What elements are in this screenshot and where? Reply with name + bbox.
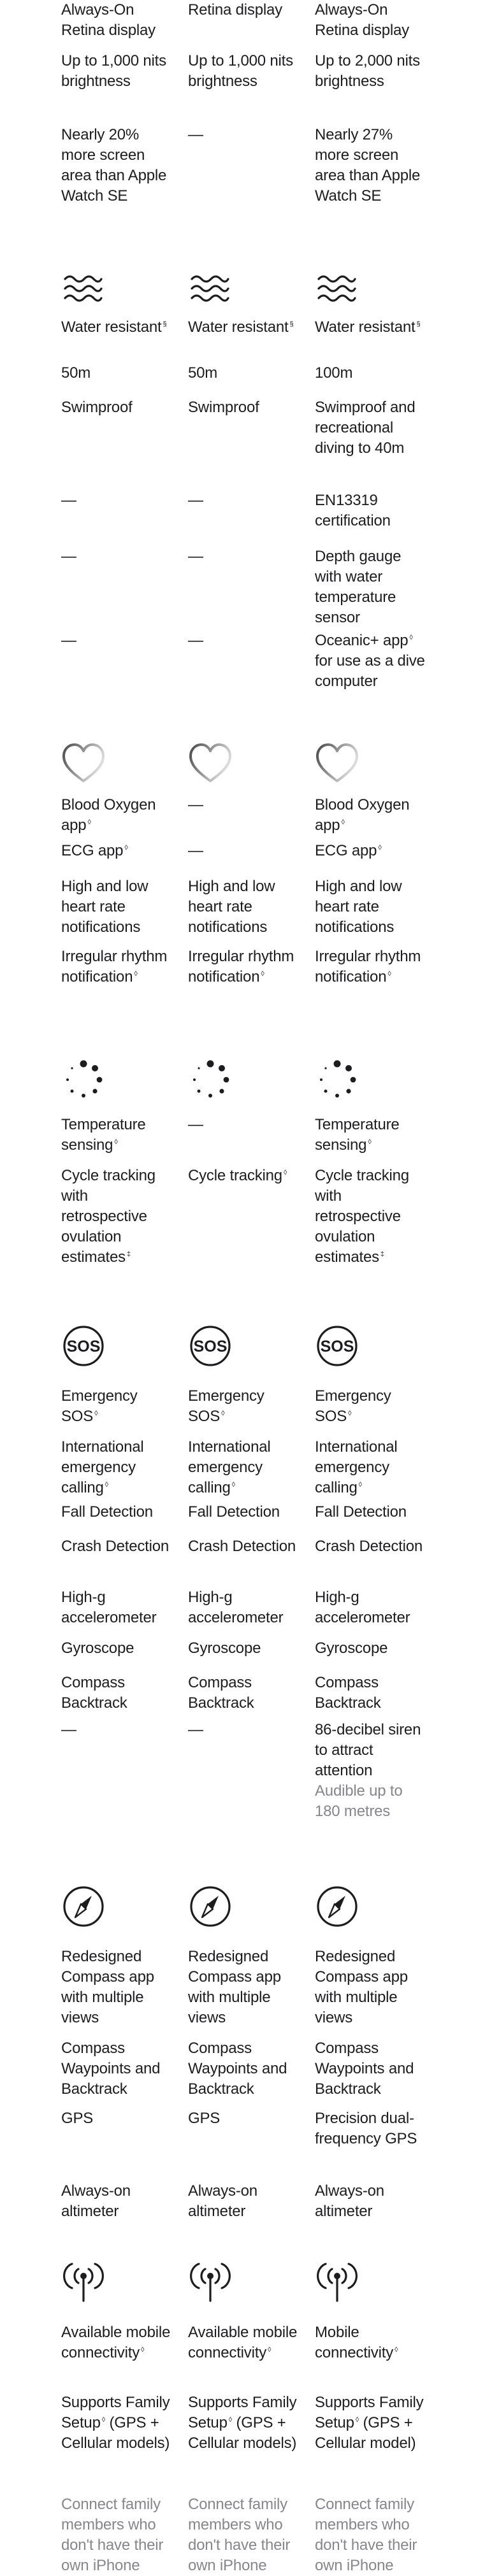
spec-text: Supports Family Setup [315, 2394, 424, 2431]
footnote-marker: ◊ [358, 1481, 362, 1489]
spec-text-continued: (GPS + Cellular models) [188, 2414, 297, 2452]
spec-item [61, 2322, 176, 2363]
spec-text: Up to 2,000 nits brightness [315, 52, 420, 90]
spec-item [315, 490, 430, 531]
footnote-marker: ◊ [348, 1410, 352, 1417]
heart-icon [188, 741, 233, 786]
spec-text: 100m [315, 364, 353, 382]
spec-text: High-g accelerometer [315, 1589, 410, 1626]
spec-text: 86-decibel siren to attract attention [315, 1721, 421, 1779]
spec-item [315, 1673, 430, 1714]
spec-text: Cycle tracking with retrospective ovulation estimates [61, 1167, 156, 1266]
spec-item [315, 0, 430, 41]
spec-item [61, 1720, 176, 1740]
footnote-marker: ◊ [378, 844, 382, 852]
spec-text: Water resistant [188, 318, 289, 336]
sos-icon [188, 1324, 233, 1368]
spec-text: Gyroscope [188, 1640, 261, 1657]
spec-text: Always-on altimeter [315, 2182, 384, 2220]
spec-item [188, 125, 303, 145]
footnote-marker: § [163, 320, 167, 328]
spec-item [188, 2393, 303, 2454]
spec-item [188, 1587, 303, 1628]
spec-item [188, 2038, 303, 2100]
spec-text: Swimproof [61, 399, 133, 416]
spec-text: Depth gauge with water temperature sensor [315, 548, 402, 626]
temperature-icon [188, 1057, 233, 1102]
spec-item [188, 363, 303, 383]
spec-item [188, 1502, 303, 1522]
spec-text: Compass Backtrack [61, 1674, 127, 1712]
antenna-icon [315, 2260, 359, 2305]
spec-item [61, 1638, 176, 1659]
spec-text: Fall Detection [61, 1503, 153, 1521]
spec-item [61, 1587, 176, 1628]
footnote-marker: ◊ [395, 2346, 398, 2354]
spec-text: ECG app [315, 842, 377, 859]
sos-icon [61, 1324, 106, 1368]
spec-text: Gyroscope [315, 1640, 388, 1657]
footnote-marker: ◊ [94, 1410, 98, 1417]
spec-item [61, 631, 176, 651]
footnote-marker: § [416, 320, 421, 328]
spec-item [61, 1166, 176, 1268]
spec-text: Redesigned Compass app with multiple views [61, 1948, 154, 2026]
spec-item [188, 2322, 303, 2363]
spec-subtext: Audible up to 180 metres [315, 1782, 403, 1820]
footnote-marker: ◊ [101, 2416, 105, 2424]
spec-item [315, 1536, 430, 1557]
spec-text: Water resistant [61, 318, 162, 336]
spec-text: Mobile connectivity [315, 2324, 393, 2361]
spec-item [315, 397, 430, 459]
spec-text: — [188, 548, 203, 565]
spec-text: Always-On Retina display [61, 1, 156, 39]
spec-item [188, 51, 303, 92]
spec-item [61, 877, 176, 938]
spec-item [188, 1947, 303, 2028]
spec-text: Compass Waypoints and Backtrack [61, 2040, 161, 2098]
spec-text: — [188, 1116, 203, 1133]
spec-item [188, 1115, 303, 1135]
spec-item [315, 947, 430, 987]
spec-text-continued: (GPS + Cellular model) [315, 2414, 416, 2452]
spec-item [188, 877, 303, 938]
spec-item [188, 1386, 303, 1427]
temperature-icon [61, 1057, 106, 1102]
spec-text: Cycle tracking with retrospective ovulation estimates [315, 1167, 409, 1266]
spec-text: EN13319 certification [315, 492, 391, 529]
spec-item [315, 317, 430, 338]
spec-item [315, 1502, 430, 1522]
spec-text: Nearly 20% more screen area than Apple Watch SE [61, 126, 167, 204]
sos-label: SOS [193, 1338, 228, 1356]
spec-text: Cycle tracking [188, 1167, 282, 1184]
spec-text: Connect family members who don't have their own iPhone [315, 2496, 417, 2574]
spec-item [61, 125, 176, 206]
spec-item [61, 1386, 176, 1427]
spec-text: 50m [188, 364, 218, 382]
spec-text: Irregular rhythm notification [188, 948, 294, 985]
spec-item [315, 631, 430, 692]
spec-text: Temperature sensing [61, 1116, 146, 1154]
spec-text: Supports Family Setup [188, 2394, 297, 2431]
spec-text-continued: (GPS + Cellular models) [61, 2414, 170, 2452]
spec-text: — [188, 796, 203, 813]
spec-item [315, 125, 430, 206]
heart-icon [315, 741, 359, 786]
spec-text: Emergency SOS [188, 1387, 264, 1425]
spec-text: — [61, 492, 76, 509]
footnote-marker: ◊ [368, 1138, 372, 1146]
spec-item [188, 795, 303, 815]
spec-item [61, 1437, 176, 1498]
spec-item [188, 1673, 303, 1714]
spec-item [315, 1720, 430, 1822]
spec-text: Available mobile connectivity [188, 2324, 298, 2361]
spec-text: Nearly 27% more screen area than Apple Watch SE [315, 126, 421, 204]
spec-item [315, 841, 430, 861]
spec-item [315, 1638, 430, 1659]
water-icon [315, 268, 359, 312]
spec-text: — [61, 548, 76, 565]
spec-text: — [188, 492, 203, 509]
spec-item [315, 1437, 430, 1498]
spec-item [188, 397, 303, 418]
spec-text: Swimproof [188, 399, 259, 416]
spec-item [315, 795, 430, 836]
compass-icon [315, 1884, 359, 1929]
sos-label: SOS [66, 1338, 101, 1356]
footnote-marker: ◊ [228, 2416, 232, 2424]
spec-text: Connect family members who don't have their own iPhone [188, 2496, 291, 2574]
spec-text: Compass Backtrack [315, 1674, 381, 1712]
footnote-marker: ◊ [231, 1481, 235, 1489]
spec-item [315, 547, 430, 628]
spec-text: High-g accelerometer [188, 1589, 284, 1626]
spec-text: High and low heart rate notifications [61, 878, 148, 936]
spec-item [61, 795, 176, 836]
spec-text: — [188, 632, 203, 649]
spec-item [61, 317, 176, 338]
spec-text: Gyroscope [61, 1640, 134, 1657]
spec-text: Always-on altimeter [188, 2182, 257, 2220]
spec-item [61, 51, 176, 92]
spec-item [188, 2181, 303, 2222]
spec-text: ECG app [61, 842, 124, 859]
spec-text: — [188, 126, 203, 143]
spec-item [188, 490, 303, 511]
footnote-marker: ◊ [409, 634, 413, 641]
spec-item [315, 1587, 430, 1628]
spec-text: Up to 1,000 nits brightness [188, 52, 293, 90]
antenna-icon [61, 2260, 106, 2305]
spec-text: Crash Detection [61, 1538, 170, 1555]
spec-text: Swimproof and recreational diving to 40m [315, 399, 416, 457]
spec-text: Supports Family Setup [61, 2394, 170, 2431]
heart-icon [61, 741, 106, 786]
spec-item [61, 1115, 176, 1156]
spec-text: — [61, 1721, 76, 1738]
spec-text: Always-on altimeter [61, 2182, 131, 2220]
spec-text: — [188, 1721, 203, 1738]
spec-text: Water resistant [315, 318, 416, 336]
spec-text: — [61, 632, 76, 649]
spec-item [188, 2108, 303, 2129]
spec-text: GPS [188, 2110, 221, 2127]
spec-item [315, 2393, 430, 2454]
spec-item [188, 317, 303, 338]
spec-item [188, 631, 303, 651]
spec-item [188, 841, 303, 861]
footnote-marker: ◊ [355, 2416, 359, 2424]
spec-text: Connect family members who don't have their own iPhone [61, 2496, 164, 2574]
footnote-marker: ◊ [105, 1481, 108, 1489]
footnote-marker: ◊ [261, 970, 264, 978]
spec-text: Fall Detection [188, 1503, 280, 1521]
spec-item [61, 1536, 176, 1557]
spec-item [315, 2038, 430, 2100]
spec-text: High-g accelerometer [61, 1589, 157, 1626]
spec-item [315, 2494, 430, 2576]
spec-text: Redesigned Compass app with multiple views [315, 1948, 408, 2026]
spec-item [61, 547, 176, 567]
spec-item [315, 2181, 430, 2222]
spec-text: Emergency SOS [315, 1387, 391, 1425]
spec-item [61, 0, 176, 41]
spec-text: Available mobile connectivity [61, 2324, 171, 2361]
spec-item [315, 877, 430, 938]
footnote-marker: ◊ [341, 819, 345, 826]
spec-text-continued: for use as a dive computer [315, 652, 425, 690]
spec-text: Compass Waypoints and Backtrack [188, 2040, 287, 2098]
sos-label: SOS [320, 1338, 354, 1356]
footnote-marker: ◊ [387, 970, 391, 978]
spec-item [61, 2108, 176, 2129]
spec-text: High and low heart rate notifications [315, 878, 402, 936]
spec-item [61, 1947, 176, 2028]
spec-text: Compass Waypoints and Backtrack [315, 2040, 414, 2098]
spec-text: International emergency calling [188, 1438, 271, 1496]
water-icon [61, 268, 106, 312]
sos-icon [315, 1324, 359, 1368]
spec-item [315, 2108, 430, 2149]
spec-text: International emergency calling [61, 1438, 144, 1496]
footnote-marker: ◊ [268, 2346, 272, 2354]
spec-text: Emergency SOS [61, 1387, 138, 1425]
spec-item [188, 947, 303, 987]
spec-text: Crash Detection [315, 1538, 423, 1555]
spec-item [61, 1502, 176, 1522]
spec-text: Compass Backtrack [188, 1674, 254, 1712]
spec-text: Oceanic+ app [315, 632, 409, 649]
spec-item [315, 1166, 430, 1268]
spec-item [188, 1720, 303, 1740]
footnote-marker: ◊ [134, 970, 138, 978]
spec-text: Temperature sensing [315, 1116, 400, 1154]
spec-item [61, 490, 176, 511]
spec-text: Retina display [188, 1, 282, 18]
compass-icon [61, 1884, 106, 1929]
spec-item [315, 2322, 430, 2363]
spec-item [188, 547, 303, 567]
temperature-icon [315, 1057, 359, 1102]
footnote-marker: ◊ [114, 1138, 118, 1146]
spec-text: Always-On Retina display [315, 1, 409, 39]
footnote-marker: ‡ [380, 1250, 384, 1258]
spec-item [61, 1673, 176, 1714]
spec-text: 50m [61, 364, 91, 382]
spec-item [61, 397, 176, 418]
footnote-marker: ◊ [124, 844, 128, 852]
spec-item [315, 1115, 430, 1156]
spec-item [315, 51, 430, 92]
spec-item [315, 363, 430, 383]
spec-text: Fall Detection [315, 1503, 407, 1521]
spec-text: International emergency calling [315, 1438, 398, 1496]
antenna-icon [188, 2260, 233, 2305]
spec-text: Blood Oxygen app [315, 796, 410, 834]
spec-item [61, 2494, 176, 2576]
spec-text: — [188, 842, 203, 859]
spec-text: Irregular rhythm notification [315, 948, 421, 985]
spec-text: High and low heart rate notifications [188, 878, 275, 936]
compass-icon [188, 1884, 233, 1929]
spec-item [315, 1947, 430, 2028]
footnote-marker: ‡ [126, 1250, 131, 1258]
spec-item [61, 841, 176, 861]
spec-item [61, 2038, 176, 2100]
spec-item [61, 947, 176, 987]
footnote-marker: ◊ [87, 819, 91, 826]
spec-text: Redesigned Compass app with multiple views [188, 1948, 281, 2026]
water-icon [188, 268, 233, 312]
spec-item [61, 2181, 176, 2222]
spec-text: GPS [61, 2110, 94, 2127]
spec-text: Up to 1,000 nits brightness [61, 52, 166, 90]
spec-text: Precision dual-frequency GPS [315, 2110, 417, 2147]
footnote-marker: § [289, 320, 294, 328]
spec-item [188, 1638, 303, 1659]
spec-item [188, 0, 303, 20]
footnote-marker: ◊ [221, 1410, 225, 1417]
spec-item [188, 1437, 303, 1498]
spec-item [61, 2393, 176, 2454]
spec-item [188, 2494, 303, 2576]
footnote-marker: ◊ [141, 2346, 145, 2354]
spec-text: Blood Oxygen app [61, 796, 156, 834]
spec-item [188, 1536, 303, 1557]
spec-item [315, 1386, 430, 1427]
spec-text: Irregular rhythm notification [61, 948, 168, 985]
spec-item [61, 363, 176, 383]
spec-item [188, 1166, 303, 1186]
footnote-marker: ◊ [283, 1169, 287, 1177]
spec-text: Crash Detection [188, 1538, 296, 1555]
